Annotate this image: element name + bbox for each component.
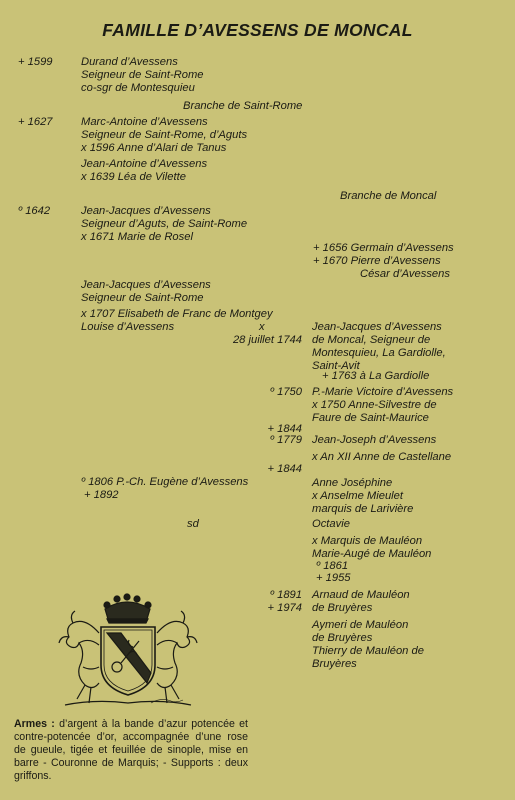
octavie-marriage: x Marquis de Mauléon [312, 535, 423, 547]
jj-moncal-death: + 1763 à La Gardiolle [322, 370, 430, 382]
jean-joseph-marriage: x An XII Anne de Castellane [312, 451, 452, 463]
marie-auge-name: Marie-Augé de Mauléon [312, 548, 432, 560]
date-1744: 28 juillet 1744 [232, 334, 302, 346]
pm-victoire-marriage: x 1750 Anne-Silvestre de [312, 399, 437, 411]
date-1750: º 1750 [269, 386, 302, 398]
arnaud-name: Arnaud de Mauléon [312, 589, 410, 601]
durand-title: Seigneur de Saint-Rome [81, 69, 204, 81]
marc-antoine-marriage: x 1596 Anne d’Alari de Tanus [81, 142, 227, 154]
arms-description [14, 718, 248, 783]
marriage-x: x [259, 321, 265, 333]
aymeri-name-2: de Bruyères [312, 632, 373, 644]
date-1892: + 1892 [84, 489, 119, 501]
jean-jacques-2-name: Jean-Jacques d’Avessens [81, 279, 211, 291]
anne-josephine-marriage: x Anselme Mieulet [312, 490, 403, 502]
octavie-name: Octavie [312, 518, 350, 530]
pm-victoire-name: P.-Marie Victoire d’Avessens [312, 386, 454, 398]
jean-jacques-1-name: Jean-Jacques d’Avessens [81, 205, 211, 217]
pch-eugene-entry: º 1806 P.-Ch. Eugène d’Avessens [81, 476, 249, 488]
germain-entry: + 1656 Germain d’Avessens [313, 242, 454, 254]
thierry-name: Thierry de Mauléon de [312, 645, 424, 657]
branch-moncal: Branche de Moncal [340, 190, 437, 202]
date-1955: + 1955 [316, 572, 351, 584]
cesar-entry: César d’Avessens [360, 268, 450, 280]
date-1599: + 1599 [18, 56, 53, 68]
jj-moncal-name: Jean-Jacques d’Avessens [312, 321, 442, 333]
durand-title-2: co-sgr de Montesquieu [81, 82, 195, 94]
arnaud-name-2: de Bruyères [312, 602, 373, 614]
thierry-name-2: Bruyères [312, 658, 357, 670]
date-1891: º 1891 [269, 589, 302, 601]
anne-josephine-marquis: marquis de Larivière [312, 503, 414, 515]
durand-name: Durand d’Avessens [81, 56, 178, 68]
arms-text: d’argent à la bande d’azur potencée et contre-potencée d’or, accompagnée d’une rose de gueule, tigée et feuillée de sinople, mise en barre - Couronne de Marquis; - Supports : deux griffons. [14, 718, 248, 782]
date-1642: º 1642 [18, 205, 51, 217]
date-1627: + 1627 [18, 116, 53, 128]
jj-moncal-title-3: Saint-Avit [312, 360, 360, 372]
date-1844-a: + 1844 [267, 423, 302, 435]
branch-saint-rome: Branche de Saint-Rome [183, 100, 303, 112]
date-1974: + 1974 [267, 602, 302, 614]
pierre-entry: + 1670 Pierre d’Avessens [313, 255, 441, 267]
date-1844-b: + 1844 [267, 463, 302, 475]
jj-moncal-title-2: Montesquieu, La Gardiolle, [312, 347, 446, 359]
jean-jacques-1-title: Seigneur d’Aguts, de Saint-Rome [81, 218, 248, 230]
marc-antoine-title: Seigneur de Saint-Rome, d’Aguts [81, 129, 248, 141]
marc-antoine-name: Marc-Antoine d’Avessens [81, 116, 208, 128]
jean-jacques-1-marriage: x 1671 Marie de Rosel [81, 231, 193, 243]
jean-jacques-2-title: Seigneur de Saint-Rome [81, 292, 204, 304]
pm-victoire-marriage-2: Faure de Saint-Maurice [312, 412, 429, 424]
jean-antoine-marriage: x 1639 Léa de Vilette [81, 171, 186, 183]
jean-joseph-name: Jean-Joseph d’Avessens [312, 434, 437, 446]
jean-antoine-name: Jean-Antoine d’Avessens [81, 158, 208, 170]
aymeri-name: Aymeri de Mauléon [312, 619, 409, 631]
page-title: FAMILLE D’AVESSENS DE MONCAL [102, 20, 413, 40]
coat-of-arms-image [55, 587, 200, 712]
jean-jacques-2-marriage: x 1707 Elisabeth de Franc de Montgey [81, 308, 273, 320]
louise-name: Louise d’Avessens [81, 321, 175, 333]
arms-label: Armes : [14, 718, 55, 730]
anne-josephine-name: Anne Joséphine [312, 477, 393, 489]
jj-moncal-title: de Moncal, Seigneur de [312, 334, 431, 346]
date-1779: º 1779 [269, 434, 302, 446]
sd-mark: sd [187, 518, 199, 530]
date-1861: º 1861 [316, 560, 349, 572]
